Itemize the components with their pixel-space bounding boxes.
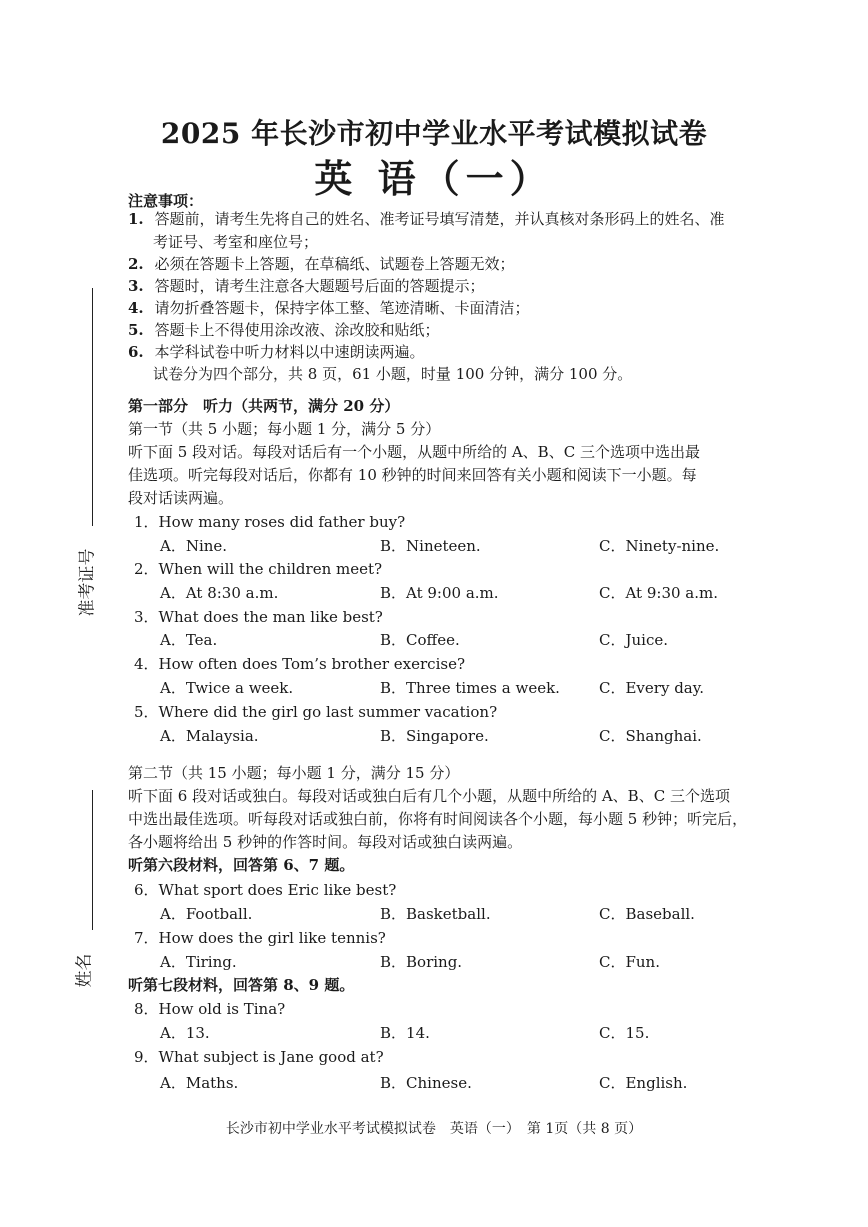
section2-heading: 第二节（共 15 小题；每小题 1 分，满分 15 分） (128, 764, 460, 782)
option-a: A．13. (160, 1024, 210, 1042)
question-number: 5． (134, 703, 159, 721)
option-c: C．Every day. (599, 679, 704, 697)
page-footer: 长沙市初中学业水平考试模拟试卷 英语（一） 第 1页（共 8 页） (225, 1121, 643, 1137)
notes-item-text: 请勿折叠答题卡，保持字体工整、笔迹清晰、卡面清洁； (154, 299, 530, 317)
margin-line-middle (92, 790, 93, 930)
option-c: C．Baseball. (599, 905, 695, 923)
section1-instr-3: 段对话读两遍。 (128, 489, 234, 507)
option-a: A．Malaysia. (160, 727, 259, 745)
question-text: Where did the girl go last summer vacation? (158, 703, 498, 721)
option-a: A．Football. (160, 905, 253, 923)
question-8 (134, 998, 285, 1020)
option-b: B．Coffee. (380, 631, 460, 649)
page-subtitle: 英 语（一） (314, 156, 554, 201)
option-b: B．Three times a week. (380, 679, 560, 697)
question-6 (134, 879, 396, 901)
notes-item-1-cont: 考证号、考室和座位号； (153, 233, 319, 251)
question-text: How often does Tom’s brother exercise? (158, 655, 465, 673)
question-text: How many roses did father buy? (158, 513, 406, 531)
option-a: A．Tea. (160, 631, 218, 649)
question-9 (134, 1046, 384, 1068)
option-a: A．At 8:30 a.m. (160, 584, 279, 602)
notes-item-1 (128, 208, 724, 230)
option-b: B．Chinese. (380, 1074, 472, 1092)
option-b: B．Nineteen. (380, 537, 481, 555)
exam-id-label: 准考证号 (77, 548, 98, 617)
notes-item-text: 答题前，请考生先将自己的姓名、准考证号填写清楚，并认真核对条形码上的姓名、准 (154, 210, 725, 228)
notes-item-3 (128, 275, 484, 297)
question-text: How does the girl like tennis? (158, 929, 386, 947)
option-c: C．English. (599, 1074, 688, 1092)
question-text: What does the man like best? (158, 608, 383, 626)
page-title: 2025 年长沙市初中学业水平考试模拟试卷 (160, 117, 708, 150)
question-3 (134, 606, 383, 628)
notes-item-text: 答题卡上不得使用涂改液、涂改胶和贴纸； (154, 321, 440, 339)
question-7 (134, 927, 386, 949)
notes-item-4 (128, 297, 529, 319)
option-a: A．Nine. (160, 537, 228, 555)
name-label: 姓名 (74, 953, 95, 988)
question-4 (134, 653, 465, 675)
question-text: How old is Tina? (158, 1000, 286, 1018)
notes-item-text: 必须在答题卡上答题，在草稿纸、试题卷上答题无效； (154, 255, 515, 273)
part1-heading: 第一部分 听力（共两节，满分 20 分） (128, 397, 400, 415)
option-c: C．Ninety-nine. (599, 537, 720, 555)
question-1 (134, 511, 405, 533)
question-number: 2． (134, 560, 159, 578)
option-c: C．15. (599, 1024, 650, 1042)
notes-item-num: 5. (128, 321, 144, 339)
question-number: 3． (134, 608, 159, 626)
option-b: B．Singapore. (380, 727, 489, 745)
option-b: B．14. (380, 1024, 430, 1042)
option-b: B．Boring. (380, 953, 463, 971)
notes-item-text: 本学科试卷中听力材料以中速朗读两遍。 (154, 343, 425, 361)
question-number: 4． (134, 655, 159, 673)
notes-item-6 (128, 341, 424, 363)
notes-item-num: 6. (128, 343, 144, 361)
option-a: A．Twice a week. (160, 679, 294, 697)
notes-item-text: 答题时，请考生注意各大题题号后面的答题提示； (154, 277, 485, 295)
option-c: C．Shanghai. (599, 727, 702, 745)
question-number: 9． (134, 1048, 159, 1066)
option-b: B．Basketball. (380, 905, 491, 923)
option-a: A．Maths. (160, 1074, 239, 1092)
notes-summary: 试卷分为四个部分，共 8 页，61 小题，时量 100 分钟，满分 100 分。 (153, 365, 633, 383)
section1-instr-1: 听下面 5 段对话。每段对话后有一个小题，从题中所给的 A、B、C 三个选项中选出最 (128, 443, 700, 461)
option-c: C．Juice. (599, 631, 668, 649)
question-number: 7． (134, 929, 159, 947)
notes-item-2 (128, 253, 514, 275)
section2-instr-3: 各小题将给出 5 秒钟的作答时间。每段对话或独白读两遍。 (128, 833, 523, 851)
question-number: 8． (134, 1000, 159, 1018)
section1-heading: 第一节（共 5 小题；每小题 1 分，满分 5 分） (128, 420, 441, 438)
notes-item-num: 4. (128, 299, 144, 317)
material-6-heading: 听第六段材料，回答第 6、7 题。 (128, 856, 355, 874)
section2-instr-1: 听下面 6 段对话或独白。每段对话或独白后有几个小题，从题中所给的 A、B、C 三个选项 (128, 787, 730, 805)
question-2 (134, 558, 382, 580)
option-a: A．Tiring. (160, 953, 237, 971)
question-text: What sport does Eric like best? (158, 881, 397, 899)
section2-instr-2: 中选出最佳选项。听每段对话或独白前，你将有时间阅读各个小题，每小题 5 秒钟；听完后， (128, 810, 748, 828)
question-number: 6． (134, 881, 159, 899)
option-c: C．At 9:30 a.m. (599, 584, 718, 602)
question-text: When will the children meet? (158, 560, 383, 578)
option-b: B．At 9:00 a.m. (380, 584, 499, 602)
notes-heading: 注意事项： (128, 192, 204, 210)
section1-instr-2: 佳选项。听完每段对话后，你都有 10 秒钟的时间来回答有关小题和阅读下一小题。每 (128, 466, 697, 484)
margin-line-top (92, 288, 93, 526)
question-text: What subject is Jane good at? (158, 1048, 384, 1066)
question-number: 1． (134, 513, 159, 531)
notes-item-5 (128, 319, 439, 341)
notes-item-num: 1. (128, 210, 144, 228)
question-5 (134, 701, 497, 723)
notes-item-num: 2. (128, 255, 144, 273)
notes-item-num: 3. (128, 277, 144, 295)
material-7-heading: 听第七段材料，回答第 8、9 题。 (128, 976, 355, 994)
option-c: C．Fun. (599, 953, 660, 971)
